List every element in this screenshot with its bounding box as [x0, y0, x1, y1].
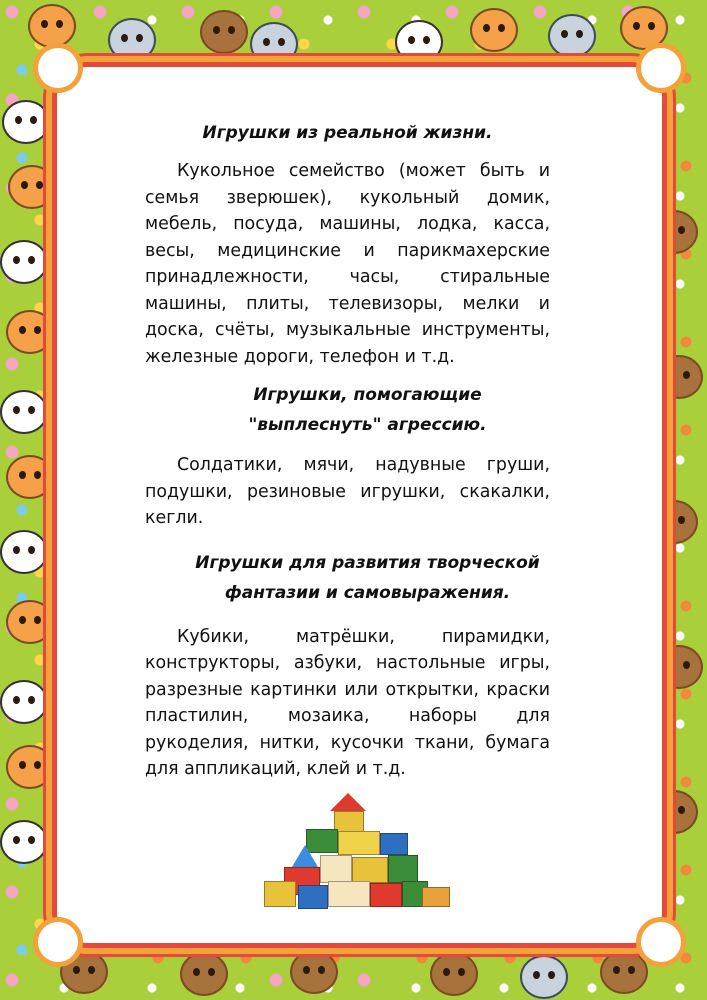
bear-face-icon [6, 310, 54, 354]
bear-face-icon [6, 455, 54, 499]
block-shape [264, 881, 296, 907]
monkey-face-icon [290, 950, 338, 994]
section-text: Кубики, матрёшки, пирамидки, конструкторы, азбуки, настольные игры, разрезные картинки или открытки, краски пластилин, мозаика, наборы для рукоделия, нитки, кусочки ткани, бумага для аппликаций, клей и т.д. [145, 626, 550, 779]
section-heading: Игрушки для развития творческой фантазии и самовыражения. [195, 552, 540, 603]
block-shape [334, 811, 364, 833]
frame-corner-ornament [636, 917, 686, 967]
panda-face-icon [0, 680, 48, 724]
block-shape [352, 857, 388, 883]
panda-face-icon [0, 530, 48, 574]
monkey-face-icon [430, 952, 478, 996]
block-shape [320, 855, 352, 883]
section-text: Кукольное семейство (может быть и семья зверюшек), кукольный домик, мебель, посуда, машины, лодка, касса, весы, медицинские и парикмахерские принадлежности, часы, стиральные машины, плиты, телевизоры, мелки и доска, счёты, музыкальные инструменты, железные дороги, телефон и т.д. [145, 161, 550, 367]
block-shape [306, 829, 338, 853]
section-heading: Игрушки, помогающие "выплеснуть" агрессию. [248, 385, 487, 435]
block-shape [328, 881, 370, 907]
bear-face-icon [6, 600, 54, 644]
raccoon-face-icon [520, 955, 568, 999]
block-shape [388, 855, 418, 883]
frame-corner-ornament [33, 917, 83, 967]
block-shape [380, 833, 408, 855]
block-shape [370, 883, 402, 907]
block-shape [338, 831, 380, 855]
monkey-face-icon [180, 952, 228, 996]
panda-face-icon [0, 240, 48, 284]
toy-blocks-illustration [262, 785, 452, 910]
bear-face-icon [8, 165, 56, 209]
block-shape [422, 887, 450, 907]
document-body [145, 112, 550, 783]
panda-face-icon [0, 390, 48, 434]
monkey-face-icon [200, 10, 248, 54]
panda-face-icon [2, 100, 50, 144]
block-shape [298, 885, 328, 909]
raccoon-face-icon [108, 18, 156, 62]
raccoon-face-icon [548, 14, 596, 58]
raccoon-face-icon [250, 22, 298, 66]
panda-face-icon [0, 820, 48, 864]
bear-face-icon [6, 745, 54, 789]
bear-face-icon [470, 8, 518, 52]
block-shape [330, 793, 366, 811]
frame-corner-ornament [33, 43, 83, 93]
bear-face-icon [28, 4, 76, 48]
frame-corner-ornament [636, 43, 686, 93]
panda-face-icon [395, 20, 443, 64]
section-text: Солдатики, мячи, надувные груши, подушки, резиновые игрушки, скакалки, кегли. [145, 455, 550, 528]
section-heading: Игрушки из реальной жизни. [202, 123, 493, 143]
